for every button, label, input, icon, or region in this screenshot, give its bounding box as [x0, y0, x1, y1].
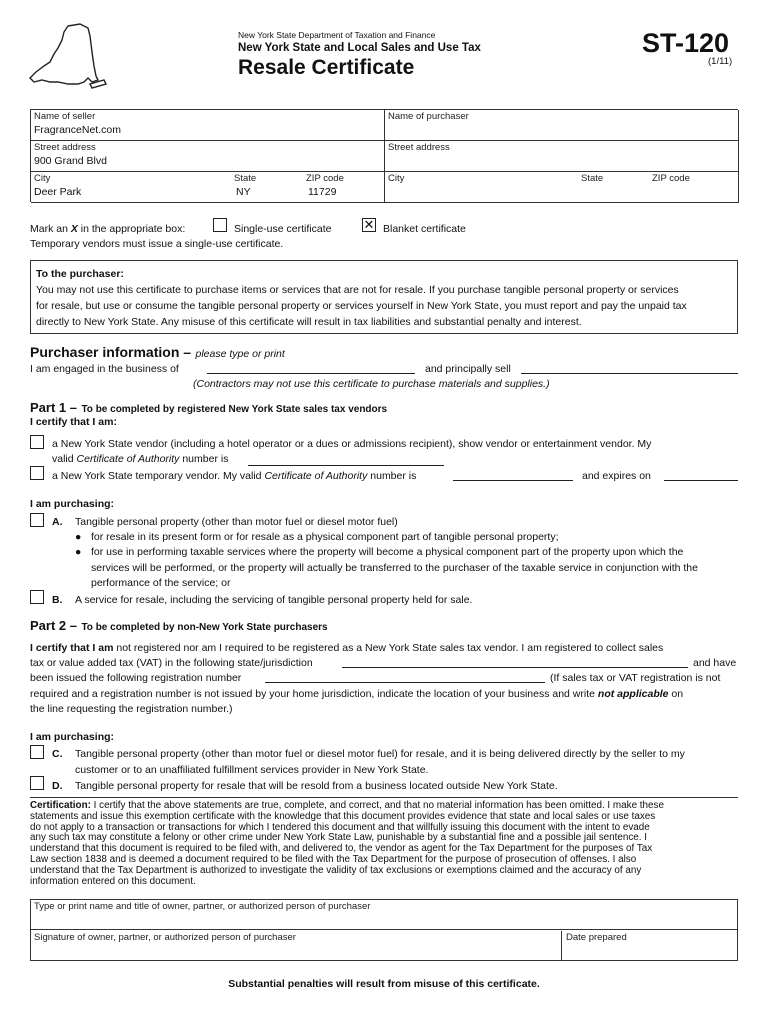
blanket-label: Blanket certificate — [383, 223, 466, 235]
certification-text: Certification: I certify that the above statements are true, complete, and correct, and that no material information has been omitted. I make these statements and issue this exemption certificate with the knowledge that this document provides evidence that state and local sales or use taxes do not apply to a transaction or transactions for which I tendered this document and that willfully issuing this document with the intent to evade any such tax may constitute a felony or other crime under New York State Law, punishable by a substantial fine and a possible jail sentence. I understand that this document is required to be filed with, and delivered to, the vendor as agent for the Tax Department for the purposes of Tax Law section 1838 and is deemed a document required to be filed with the Tax Department for the purpose of prosecution of offenses. I also understand that the Tax Department is authorized to investigate the validity of tax exclusions or exemptions claimed and the accuracy of any information entered on this document. — [30, 800, 664, 887]
purchaser-city-label: City — [388, 173, 405, 184]
party-info-grid — [30, 109, 738, 202]
purchaser-city-field[interactable] — [385, 172, 739, 203]
seller-street-value: 900 Grand Blvd — [34, 155, 107, 167]
notice-heading: To the purchaser: — [36, 268, 124, 280]
jurisdiction-input[interactable] — [342, 667, 688, 668]
option-a-letter: A. — [52, 516, 63, 528]
part2-vat-note: (If sales tax or VAT registration is not — [550, 672, 721, 684]
notice-line-2: for resale, but use or consume the tangible personal property or services yourself in New York State, you must report and pay the unpaid tax — [36, 300, 687, 312]
temporary-authority-number-input[interactable] — [453, 480, 573, 481]
principally-sell-input[interactable] — [521, 373, 738, 374]
option-a-text: Tangible personal property (other than motor fuel or diesel motor fuel) — [75, 516, 398, 528]
notice-line-3: directly to New York State. Any misuse of this certificate will result in tax liabilities and substantial penalty and interest. — [36, 316, 582, 328]
vendor-authority-number-input[interactable] — [248, 465, 444, 466]
name-title-field[interactable] — [31, 900, 737, 930]
form-subtitle: New York State and Local Sales and Use Tax — [238, 42, 481, 54]
seller-city-label: City — [34, 173, 51, 184]
part1-heading: Part 1 – To be completed by registered New York State sales tax vendors — [30, 400, 388, 415]
date-prepared-label: Date prepared — [566, 932, 627, 943]
seller-street-label: Street address — [34, 142, 96, 153]
purchaser-zip-label: ZIP code — [652, 173, 690, 184]
part2-heading: Part 2 – To be completed by non-New York State purchasers — [30, 618, 328, 633]
option-a-checkbox[interactable] — [30, 513, 44, 527]
temporary-vendor-note: Temporary vendors must issue a single-use certificate. — [30, 238, 284, 250]
option-a-bullet-2-cont-1: services will be performed, or the property will actually be transferred to the purchaser of the taxable service in conjunction with the — [91, 562, 698, 574]
option-d-checkbox[interactable] — [30, 776, 44, 790]
option-d-text: Tangible personal property for resale that will be resold from a business located outside New York State. — [75, 780, 558, 792]
seller-state-value: NY — [236, 186, 251, 198]
business-type-input[interactable] — [207, 373, 415, 374]
purchaser-info-heading: Purchaser information – please type or print — [30, 344, 285, 360]
option-b-checkbox[interactable] — [30, 590, 44, 604]
seller-street-field[interactable] — [31, 141, 385, 172]
option-b-text: A service for resale, including the servicing of tangible personal property held for sale. — [75, 594, 473, 606]
bullet-icon: ● — [75, 546, 82, 558]
part1-purchasing-label: I am purchasing: — [30, 498, 115, 510]
name-title-label: Type or print name and title of owner, partner, or authorized person of purchaser — [34, 901, 371, 912]
form-title: Resale Certificate — [238, 56, 415, 79]
option-b-letter: B. — [52, 594, 63, 606]
option-a-bullet-1: ● for resale in its present form or for resale as a physical component part of tangible personal property; — [75, 531, 559, 543]
contractor-note: (Contractors may not use this certificate to purchase materials and supplies.) — [193, 378, 550, 390]
expires-on-label: and expires on — [582, 470, 651, 482]
mark-x-letter: X — [70, 223, 78, 235]
single-use-label: Single-use certificate — [234, 223, 332, 235]
purchaser-street-label: Street address — [388, 142, 450, 153]
option-d-letter: D. — [52, 780, 63, 792]
form-revision: (1/11) — [708, 56, 733, 67]
nys-vendor-line-1: a New York State vendor (including a hotel operator or a dues or admissions recipient), show vendor or entertainment vendor. My — [52, 438, 652, 450]
temporary-vendor-checkbox[interactable] — [30, 466, 44, 480]
option-c-line-2: customer or to an unaffiliated fulfillment services provider in New York State. — [75, 764, 429, 776]
part2-jurisdiction-label: tax or value added tax (VAT) in the following state/jurisdiction — [30, 657, 313, 669]
blanket-checkbox-mark: ✕ — [363, 217, 375, 232]
seller-city-value: Deer Park — [34, 186, 82, 198]
option-c-letter: C. — [52, 748, 63, 760]
registration-number-input[interactable] — [265, 682, 545, 683]
purchaser-name-field[interactable] — [385, 110, 739, 141]
part2-certify-line: I certify that I am not registered nor am I required to be registered as a New York State sales tax vendor. I am registered to collect sales — [30, 642, 664, 654]
mark-instruction: Mark an X in the appropriate box: — [30, 223, 186, 235]
signature-field[interactable] — [31, 931, 562, 960]
purchaser-name-label: Name of purchaser — [388, 111, 469, 122]
expiration-date-input[interactable] — [664, 480, 738, 481]
part2-instruction-end: the line requesting the registration number.) — [30, 703, 233, 715]
bullet-icon: ● — [75, 531, 82, 543]
part2-and-have: and have — [693, 657, 737, 669]
option-a-bullet-2: ● for use in performing taxable services where the property will become a physical component part of the property upon which the — [75, 546, 684, 558]
purchaser-street-field[interactable] — [385, 141, 739, 172]
seller-zip-value: 11729 — [308, 186, 337, 198]
part2-purchasing-label: I am purchasing: — [30, 731, 115, 743]
single-use-checkbox[interactable] — [213, 218, 227, 232]
temporary-vendor-line: a New York State temporary vendor. My valid Certificate of Authority number is — [52, 470, 417, 482]
part2-instruction-line: required and a registration number is not issued by your home jurisdiction, indicate the location of your business and write not applicable on — [30, 688, 684, 700]
option-c-line-1: Tangible personal property (other than motor fuel or diesel motor fuel) for resale, and it is being delivered directly by the seller to my — [75, 748, 685, 760]
blanket-checkbox[interactable] — [362, 218, 376, 232]
part1-certify-label: I certify that I am: — [30, 416, 117, 428]
seller-name-field[interactable] — [31, 110, 385, 141]
seller-state-label: State — [234, 173, 257, 184]
department-name: New York State Department of Taxation and Finance — [238, 30, 436, 40]
principally-sell-label: and principally sell — [425, 363, 511, 375]
form-number: ST-120 — [642, 28, 730, 58]
option-c-checkbox[interactable] — [30, 745, 44, 759]
new-york-state-map-icon — [28, 22, 108, 94]
seller-name-label: Name of seller — [34, 111, 96, 122]
option-a-bullet-2-cont-2: performance of the service; or — [91, 577, 231, 589]
engaged-business-label: I am engaged in the business of — [30, 363, 179, 375]
nys-vendor-checkbox[interactable] — [30, 435, 44, 449]
signature-label: Signature of owner, partner, or authorized person of purchaser — [34, 932, 296, 943]
nys-vendor-line-2: valid Certificate of Authority number is — [52, 453, 229, 465]
purchaser-state-label: State — [581, 173, 604, 184]
penalty-warning: Substantial penalties will result from misuse of this certificate. — [228, 978, 540, 990]
date-prepared-field[interactable] — [563, 931, 737, 960]
seller-name-value: FragranceNet.com — [34, 124, 121, 136]
seller-city-field[interactable] — [31, 172, 385, 203]
part2-registration-label: been issued the following registration number — [30, 672, 242, 684]
certification-divider — [30, 797, 738, 798]
seller-zip-label: ZIP code — [306, 173, 344, 184]
notice-line-1: You may not use this certificate to purchase items or services that are not for resale. If you purchase tangible personal property or services — [36, 284, 679, 296]
